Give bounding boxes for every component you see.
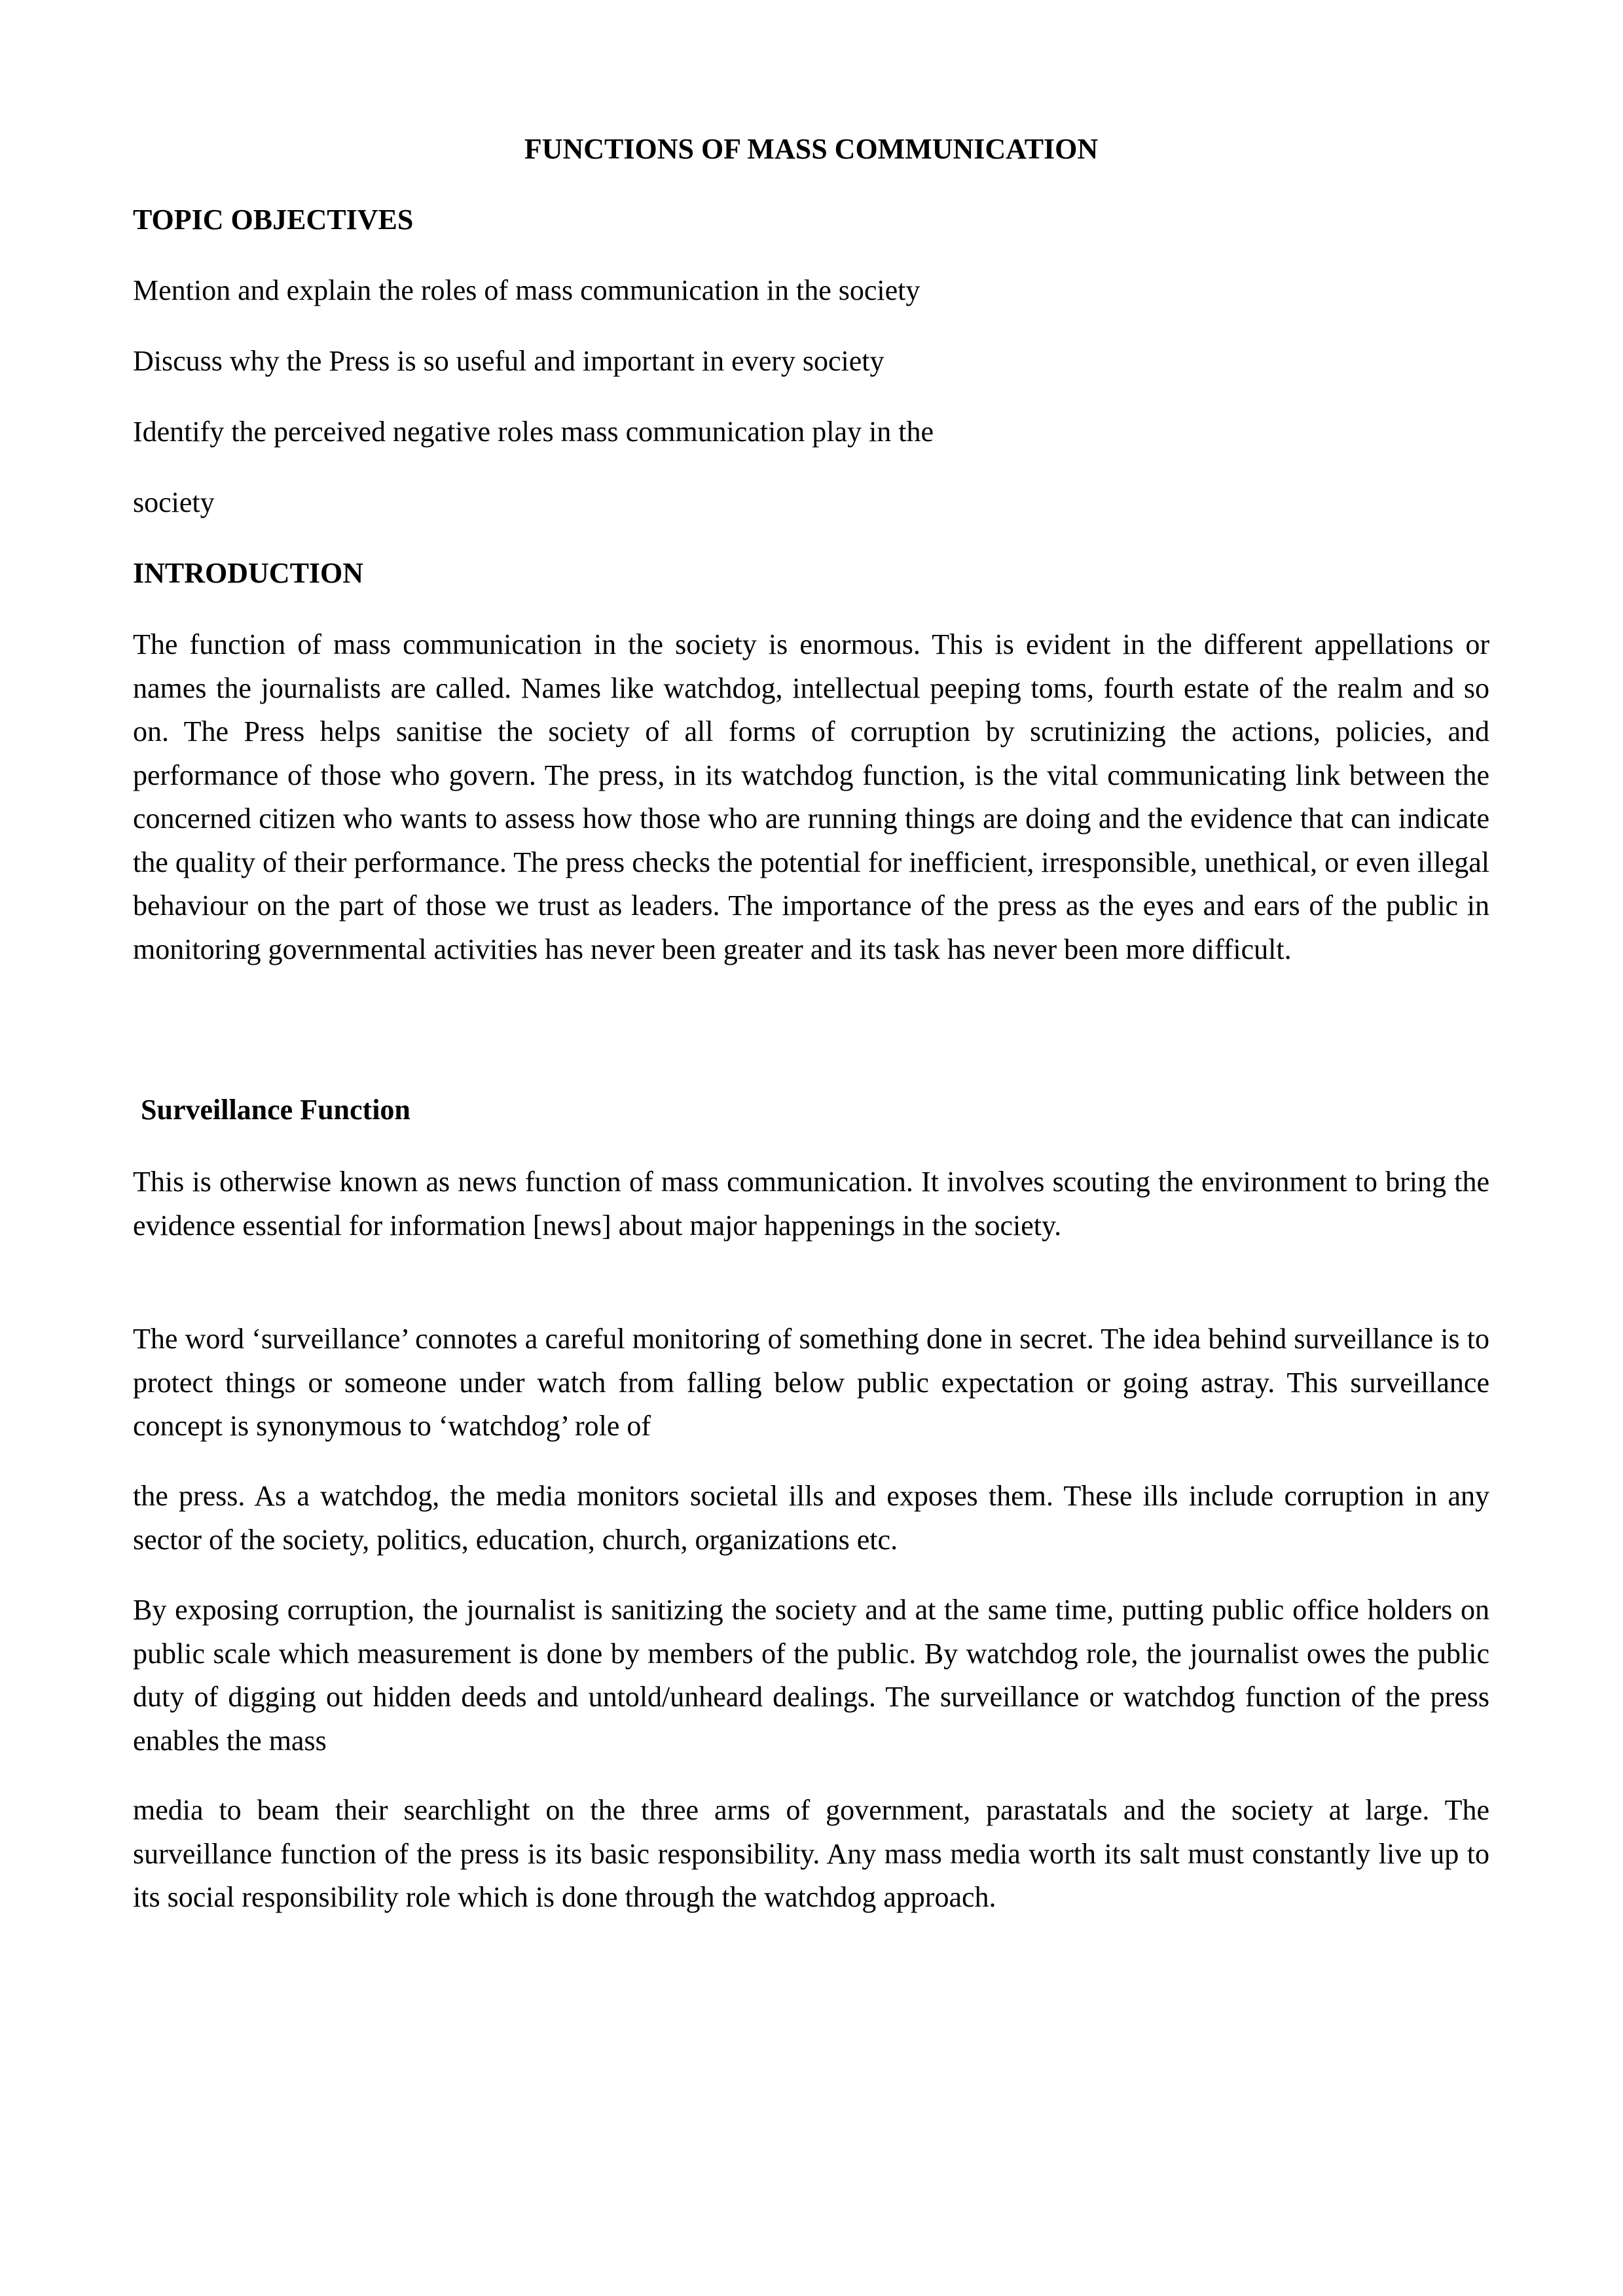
objectives-heading: TOPIC OBJECTIVES — [133, 204, 414, 236]
introduction-heading: INTRODUCTION — [133, 557, 364, 589]
objective-item: Discuss why the Press is so useful and important in every society — [133, 345, 884, 377]
surveillance-paragraph: This is otherwise known as news function of mass communication. It involves scouting the environment to bring the evidence essential for information [news] about major happenings in the society. — [133, 1166, 1489, 1242]
surveillance-heading: Surveillance Function — [141, 1094, 410, 1126]
introduction-paragraph: The function of mass communication in the society is enormous. This is evident in the different appellations or names the journalists are called. Names like watchdog, intellectual peeping toms, fourth estate of the realm and so on. The Press helps sanitise the society of all forms of corruption by scrutinizing the actions, policies, and performance of those who govern. The press, in its watchdog function, is the vital communicating link between the concerned citizen who wants to assess how those who are running things are doing and the evidence that can indicate the quality of their performance. The press checks the potential for inefficient, irresponsible, unethical, or even illegal behaviour on the part of those we trust as leaders. The importance of the press as the eyes and ears of the public in monitoring governmental activities has never been greater and its task has never been more difficult. — [133, 628, 1489, 965]
objective-item: society — [133, 486, 215, 518]
surveillance-paragraph: media to beam their searchlight on the three arms of government, parastatals and the society at large. The surveillance function of the press is its basic responsibility. Any mass media worth its salt must constantly live up to its social responsibility role which is done through the watchdog approach. — [133, 1794, 1489, 1913]
surveillance-paragraph: the press. As a watchdog, the media monitors societal ills and exposes them. These ills include corruption in any sector of the society, politics, education, church, organizations etc. — [133, 1480, 1489, 1556]
document-title: FUNCTIONS OF MASS COMMUNICATION — [524, 133, 1099, 165]
surveillance-paragraph: The word ‘surveillance’ connotes a careful monitoring of something done in secret. The idea behind surveillance is to protect things or someone under watch from falling below public expectation or going astray. This surveillance concept is synonymous to ‘watchdog’ role of — [133, 1323, 1489, 1442]
objective-item: Identify the perceived negative roles mass communication play in the — [133, 416, 934, 448]
objective-item: Mention and explain the roles of mass communication in the society — [133, 274, 921, 306]
surveillance-paragraph: By exposing corruption, the journalist is sanitizing the society and at the same time, putting public office holders on public scale which measurement is done by members of the public. By watchdog role, the journalist owes the public duty of digging out hidden deeds and untold/unheard dealings. The surveillance or watchdog function of the press enables the mass — [133, 1594, 1489, 1757]
